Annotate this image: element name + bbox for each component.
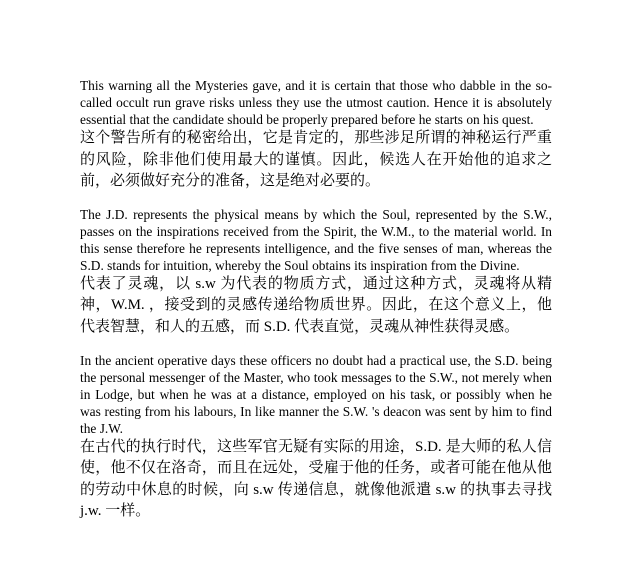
chinese-translation: 代表了灵魂，以 s.w 为代表的物质方式，通过这种方式，灵魂将从精神，W.M. ，接受到的灵感传递给物质世界。因此，在这个意义上，他代表智慧，和人的五感，而 S.D. 代表直觉，灵魂从神性获得灵感。 — [80, 275, 552, 335]
bilingual-paragraph — [80, 77, 552, 193]
bilingual-paragraph — [80, 352, 552, 523]
chinese-translation: 在古代的执行时代，这些军官无疑有实际的用途，S.D. 是大师的私人信使，他不仅在洛奇，而且在远处，受雇于他的任务，或者可能在他从他的劳动中休息的时候，向 s.w 传递信息，就像他派遣 s.w 的执事去寻找 j.w. 一样。 — [80, 438, 552, 520]
english-text: In the ancient operative days these officers no doubt had a practical use, the S.D. being the personal messenger of the Master, who took messages to the S.W., not merely when in Lodge, but when he was at a distance, employed on his task, or possibly when he was resting from his labours, In like manner the S.W. 's deacon was sent by him to find the J.W. — [80, 352, 552, 436]
english-text: The J.D. represents the physical means by which the Soul, represented by the S.W., passes on the inspirations received from the Spirit, the W.M., to the material world. In this sense therefore he represents intelligence, and the five senses of man, whereas the S.D. stands for intuition, whereby the Soul obtains its inspiration from the Divine. — [80, 206, 552, 273]
bilingual-paragraph — [80, 206, 552, 339]
document-page — [80, 77, 552, 536]
english-text: This warning all the Mysteries gave, and it is certain that those who dabble in the so-called occult run grave risks unless they use the utmost caution. Hence it is absolutely essential that the candidate should be properly prepared before he starts on his quest. — [80, 78, 552, 127]
chinese-translation: 这个警告所有的秘密给出，它是肯定的，那些涉足所谓的神秘运行严重的风险，除非他们使用最大的谨慎。因此，候选人在开始他的追求之前，必须做好充分的准备，这是绝对必要的。 — [80, 130, 552, 190]
